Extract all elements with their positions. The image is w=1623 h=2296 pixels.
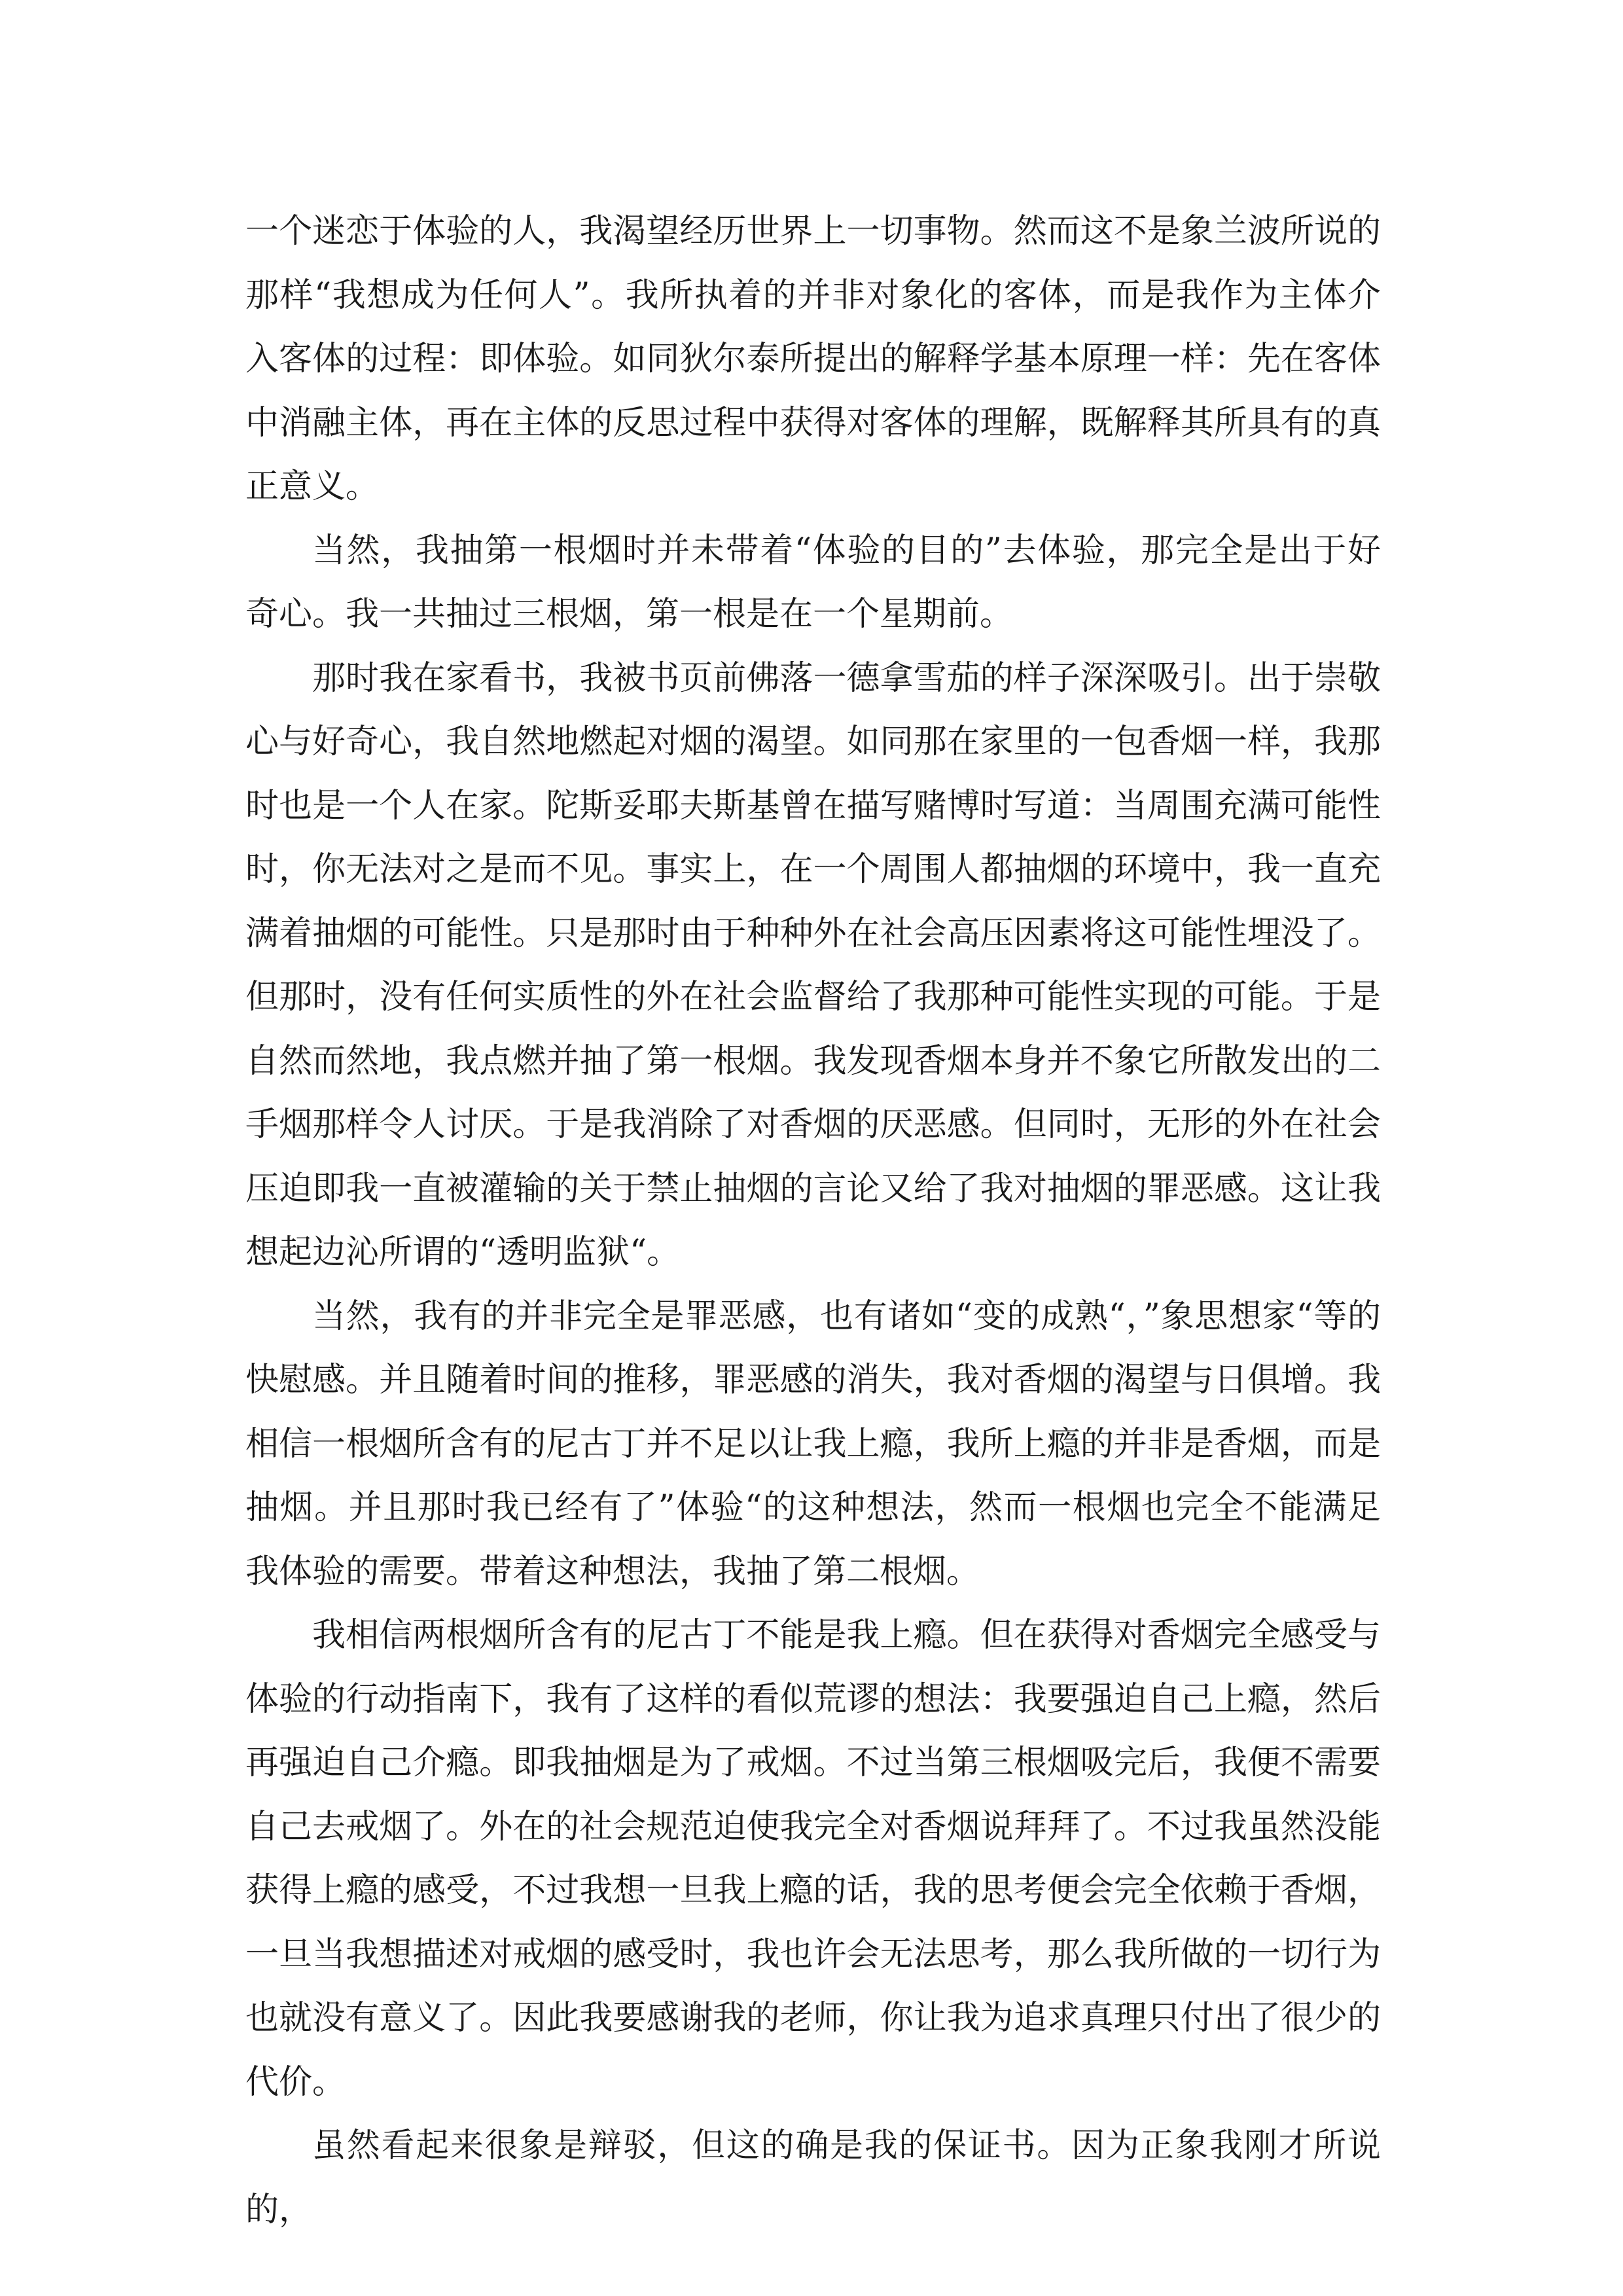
paragraph-3: 那时我在家看书，我被书页前佛落一德拿雪茄的样子深深吸引。出于崇敬心与好奇心，我自然地燃起对烟的渴望。如同那在家里的一包香烟一样，我那时也是一个人在家。陀斯妥耶夫斯基曾在描写赌博时写道：当周围充满可能性时，你无法对之是而不见。事实上，在一个周围人都抽烟的环境中，我一直充满着抽烟的可能性。只是那时由于种种外在社会高压因素将这可能性埋没了。但那时，没有任何实质性的外在社会监督给了我那种可能性实现的可能。于是自然而然地，我点燃并抽了第一根烟。我发现香烟本身并不象它所散发出的二手烟那样令人讨厌。于是我消除了对香烟的厌恶感。但同时，无形的外在社会压迫即我一直被灌输的关于禁止抽烟的言论又给了我对抽烟的罪恶感。这让我想起边沁所谓的“透明监狱“。: [245, 658, 1381, 1272]
paragraph-5: 我相信两根烟所含有的尼古丁不能是我上瘾。但在获得对香烟完全感受与体验的行动指南下，我有了这样的看似荒谬的想法：我要强迫自己上瘾，然后再强迫自己介瘾。即我抽烟是为了戒烟。不过当第三根烟吸完后，我便不需要自己去戒烟了。外在的社会规范迫使我完全对香烟说拜拜了。不过我虽然没能获得上瘾的感受，不过我想一旦我上瘾的话，我的思考便会完全依赖于香烟，一旦当我想描述对戒烟的感受时，我也许会无法思考，那么我所做的一切行为也就没有意义了。因此我要感谢我的老师，你让我为追求真理只付出了很少的代价。: [245, 1616, 1381, 2102]
paragraph-1: 一个迷恋于体验的人，我渴望经历世界上一切事物。然而这不是象兰波所说的那样“我想成为任何人”。我所执着的并非对象化的客体，而是我作为主体介入客体的过程：即体验。如同狄尔泰所提出的解释学基本原理一样：先在客体中消融主体，再在主体的反思过程中获得对客体的理解，既解释其所具有的真正意义。: [245, 212, 1381, 506]
body-text: [245, 200, 1381, 2242]
paragraph-4: 当然，我有的并非完全是罪恶感，也有诸如“变的成熟“，”象思想家“等的快慰感。并且随着时间的推移，罪恶感的消失，我对香烟的渴望与日俱增。我相信一根烟所含有的尼古丁并不足以让我上瘾，我所上瘾的并非是香烟，而是抽烟。并且那时我已经有了”体验“的这种想法，然而一根烟也完全不能满足我体验的需要。带着这种想法，我抽了第二根烟。: [245, 1297, 1381, 1591]
paragraph-6: 虽然看起来很象是辩驳，但这的确是我的保证书。因为正象我刚才所说的，: [245, 2126, 1381, 2229]
paragraph-2: 当然，我抽第一根烟时并未带着“体验的目的”去体验，那完全是出于好奇心。我一共抽过三根烟，第一根是在一个星期前。: [245, 531, 1381, 634]
